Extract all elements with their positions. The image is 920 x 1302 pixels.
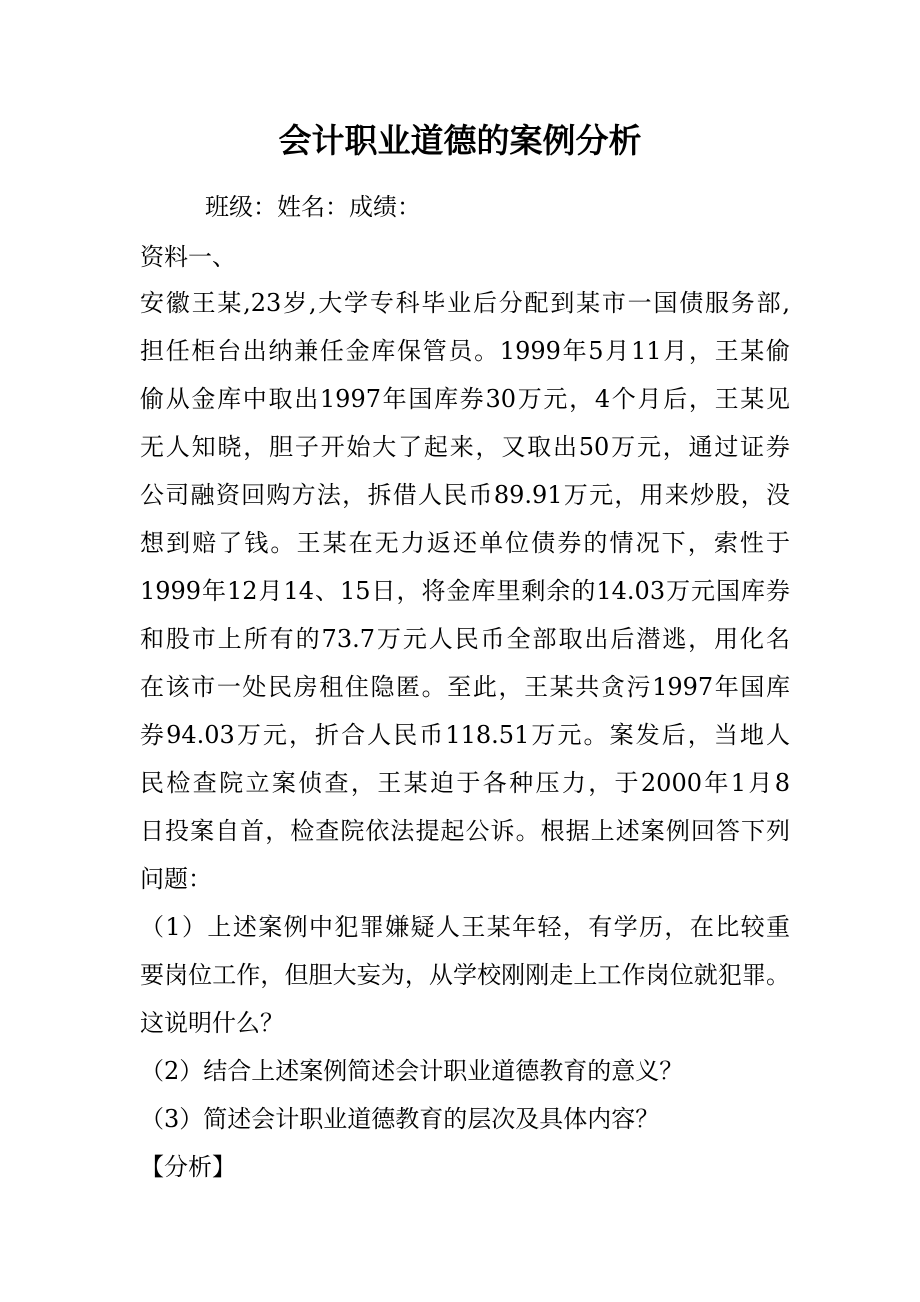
case-line: 担任柜台出纳兼任金库保管员。1999年5月11月，王某偷 — [140, 337, 790, 365]
case-line: 安徽王某,23岁,大学专科毕业后分配到某市一国债服务部, — [140, 289, 790, 317]
document-title: 会计职业道德的案例分析 — [278, 121, 642, 160]
case-line: 民检查院立案侦查，王某迫于各种压力，于2000年1月8 — [140, 769, 790, 797]
case-line: 1999年12月14、15日，将金库里剩余的14.03万元国库券 — [140, 577, 790, 605]
case-line: 券94.03万元，折合人民币118.51万元。案发后，当地人 — [140, 721, 790, 749]
question-line: （1）上述案例中犯罪嫌疑人王某年轻，有学历，在比较重 — [140, 913, 790, 941]
case-line: 想到赔了钱。王某在无力返还单位债券的情况下，索性于 — [140, 529, 790, 557]
question-line: 要岗位工作，但胆大妄为，从学校刚刚走上工作岗位就犯罪。 — [140, 961, 790, 989]
case-line: 问题： — [140, 865, 212, 893]
case-line: 和股市上所有的73.7万元人民币全部取出后潜逃，用化名 — [140, 625, 790, 653]
case-line: 偷从金库中取出1997年国库券30万元，4个月后，王某见 — [140, 385, 790, 413]
section-label: 资料一、 — [140, 243, 236, 271]
question-line: （3）简述会计职业道德教育的层次及具体内容？ — [140, 1105, 660, 1133]
meta-line: 班级：姓名：成绩： — [205, 193, 421, 221]
analysis-heading: 【分析】 — [140, 1153, 236, 1181]
case-line: 在该市一处民房租住隐匿。至此，王某共贪污1997年国库 — [140, 673, 790, 701]
case-line: 无人知晓，胆子开始大了起来，又取出50万元，通过证券 — [140, 433, 790, 461]
case-line: 公司融资回购方法，拆借人民币89.91万元，用来炒股，没 — [140, 481, 790, 509]
question-line: 这说明什么？ — [140, 1009, 284, 1037]
case-line: 日投案自首，检查院依法提起公诉。根据上述案例回答下列 — [140, 817, 790, 845]
question-line: （2）结合上述案例简述会计职业道德教育的意义？ — [140, 1057, 684, 1085]
